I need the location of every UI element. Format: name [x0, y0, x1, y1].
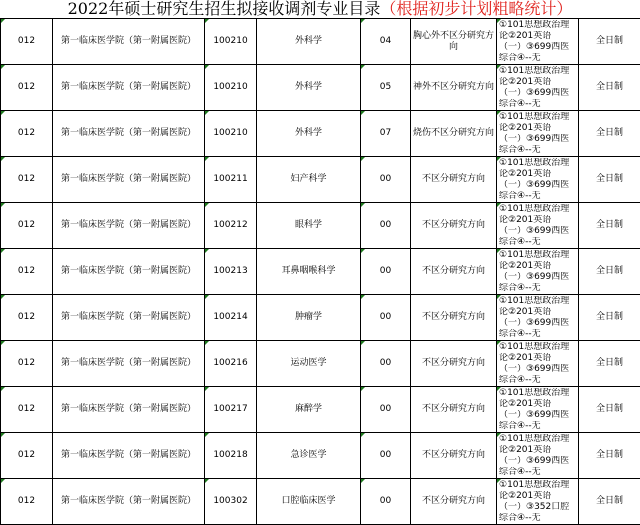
table-body [1, 19, 640, 525]
school-code-cell: 012 [1, 111, 53, 157]
cell-marker-icon [1, 19, 5, 23]
cell-marker-icon [1, 341, 5, 345]
exam-subject-line: 综合④--无 [499, 420, 541, 431]
study-mode-cell: 全日制 [579, 433, 640, 479]
exam-subjects-cell [497, 433, 579, 479]
exam-subject-line: ①101思想政治理 [499, 203, 570, 214]
cell-marker-icon [1, 479, 5, 483]
table-row [1, 19, 640, 65]
school-code-cell: 012 [1, 433, 53, 479]
exam-subject-line: 论②201英语 [499, 260, 552, 271]
major-code-cell: 100210 [205, 111, 257, 157]
cell-marker-icon [1, 65, 5, 69]
cell-marker-icon [1, 433, 5, 437]
exam-subjects-cell [497, 65, 579, 111]
study-mode-cell: 全日制 [579, 249, 640, 295]
cell-marker-icon [205, 387, 209, 391]
major-code-cell: 100210 [205, 19, 257, 65]
study-mode-cell: 全日制 [579, 157, 640, 203]
school-code-cell: 012 [1, 249, 53, 295]
exam-subject-line: ①101思想政治理 [499, 433, 570, 444]
exam-subject-line: ①101思想政治理 [499, 111, 570, 122]
cell-marker-icon [361, 387, 365, 391]
direction-code-cell: 00 [361, 203, 411, 249]
exam-subject-line: 综合④--无 [499, 236, 541, 247]
study-mode-cell: 全日制 [579, 111, 640, 157]
exam-subject-line: （一）③699西医 [499, 455, 570, 466]
exam-subject-line: 综合④--无 [499, 52, 541, 63]
major-code-cell: 100213 [205, 249, 257, 295]
cell-marker-icon [497, 479, 501, 483]
exam-subject-line: ①101思想政治理 [499, 341, 570, 352]
exam-subjects-cell [497, 19, 579, 65]
direction-code-cell: 04 [361, 19, 411, 65]
exam-subject-line: ①101思想政治理 [499, 19, 570, 30]
major-code-cell: 100216 [205, 341, 257, 387]
exam-subjects-cell [497, 387, 579, 433]
exam-subject-line: 论②201英语 [499, 30, 552, 41]
school-name-cell: 第一临床医学院（第一附属医院） [53, 19, 205, 65]
direction-cell: 神外不区分研究方向 [411, 65, 497, 111]
title-note: （根据初步计划粗略统计） [380, 0, 573, 18]
exam-subjects-cell [497, 295, 579, 341]
cell-marker-icon [497, 157, 501, 161]
exam-subject-line: （一）③699西医 [499, 41, 570, 52]
cell-marker-icon [497, 387, 501, 391]
major-name-cell: 眼科学 [257, 203, 361, 249]
cell-marker-icon [497, 433, 501, 437]
exam-subject-line: （一）③699西医 [499, 317, 570, 328]
exam-subject-line: 综合④--无 [499, 466, 541, 477]
exam-subjects-cell [497, 479, 579, 525]
major-code-cell: 100218 [205, 433, 257, 479]
exam-subject-line: 综合④--无 [499, 328, 541, 339]
exam-subject-line: （一）③352口腔 [499, 501, 570, 512]
school-code-cell: 012 [1, 387, 53, 433]
cell-marker-icon [205, 341, 209, 345]
study-mode-cell: 全日制 [579, 387, 640, 433]
exam-subject-line: ①101思想政治理 [499, 249, 570, 260]
cell-marker-icon [361, 111, 365, 115]
major-name-cell: 妇产科学 [257, 157, 361, 203]
major-name-cell: 急诊医学 [257, 433, 361, 479]
cell-marker-icon [1, 249, 5, 253]
table-row [1, 341, 640, 387]
cell-marker-icon [205, 157, 209, 161]
direction-cell: 烧伤不区分研究方向 [411, 111, 497, 157]
exam-subject-line: 综合④--无 [499, 98, 541, 109]
exam-subject-line: 论②201英语 [499, 398, 552, 409]
exam-subject-line: ①101思想政治理 [499, 387, 570, 398]
cell-marker-icon [497, 249, 501, 253]
table-row [1, 433, 640, 479]
direction-cell: 不区分研究方向 [411, 479, 497, 525]
cell-marker-icon [1, 295, 5, 299]
exam-subjects-cell [497, 111, 579, 157]
cell-marker-icon [497, 19, 501, 23]
exam-subject-line: ①101思想政治理 [499, 65, 570, 76]
cell-marker-icon [1, 157, 5, 161]
major-name-cell: 外科学 [257, 19, 361, 65]
study-mode-cell: 全日制 [579, 341, 640, 387]
school-name-cell: 第一临床医学院（第一附属医院） [53, 157, 205, 203]
exam-subjects-cell [497, 249, 579, 295]
cell-marker-icon [205, 479, 209, 483]
direction-cell: 不区分研究方向 [411, 433, 497, 479]
exam-subject-line: 论②201英语 [499, 490, 552, 501]
major-code-cell: 100217 [205, 387, 257, 433]
exam-subjects-cell [497, 203, 579, 249]
direction-code-cell: 00 [361, 433, 411, 479]
exam-subject-line: （一）③699西医 [499, 409, 570, 420]
exam-subject-line: 论②201英语 [499, 214, 552, 225]
major-code-cell: 100214 [205, 295, 257, 341]
page-title [0, 0, 640, 18]
table-row [1, 295, 640, 341]
major-name-cell: 外科学 [257, 111, 361, 157]
exam-subject-line: （一）③699西医 [499, 133, 570, 144]
major-code-cell: 100302 [205, 479, 257, 525]
table-row [1, 65, 640, 111]
major-code-cell: 100212 [205, 203, 257, 249]
exam-subject-line: 综合④--无 [499, 374, 541, 385]
table-row [1, 249, 640, 295]
major-name-cell: 口腔临床医学 [257, 479, 361, 525]
exam-subject-line: ①101思想政治理 [499, 479, 570, 490]
school-code-cell: 012 [1, 479, 53, 525]
school-name-cell: 第一临床医学院（第一附属医院） [53, 387, 205, 433]
cell-marker-icon [497, 295, 501, 299]
major-code-cell: 100211 [205, 157, 257, 203]
direction-code-cell: 00 [361, 341, 411, 387]
cell-marker-icon [205, 249, 209, 253]
direction-cell: 不区分研究方向 [411, 387, 497, 433]
direction-cell: 不区分研究方向 [411, 249, 497, 295]
cell-marker-icon [361, 479, 365, 483]
cell-marker-icon [1, 111, 5, 115]
study-mode-cell: 全日制 [579, 479, 640, 525]
cell-marker-icon [361, 249, 365, 253]
study-mode-cell: 全日制 [579, 65, 640, 111]
major-name-cell: 肿瘤学 [257, 295, 361, 341]
cell-marker-icon [205, 433, 209, 437]
school-code-cell: 012 [1, 65, 53, 111]
study-mode-cell: 全日制 [579, 203, 640, 249]
school-name-cell: 第一临床医学院（第一附属医院） [53, 249, 205, 295]
school-name-cell: 第一临床医学院（第一附属医院） [53, 479, 205, 525]
exam-subject-line: 论②201英语 [499, 122, 552, 133]
exam-subject-line: （一）③699西医 [499, 87, 570, 98]
exam-subject-line: 综合④--无 [499, 512, 541, 523]
program-table [0, 18, 640, 525]
cell-marker-icon [205, 295, 209, 299]
cell-marker-icon [497, 203, 501, 207]
table-row [1, 387, 640, 433]
exam-subject-line: 论②201英语 [499, 306, 552, 317]
major-name-cell: 麻醉学 [257, 387, 361, 433]
title-text: 2022年硕士研究生招生拟接收调剂专业目录 [67, 0, 381, 18]
cell-marker-icon [361, 65, 365, 69]
cell-marker-icon [205, 65, 209, 69]
exam-subjects-cell [497, 157, 579, 203]
school-name-cell: 第一临床医学院（第一附属医院） [53, 341, 205, 387]
table-row [1, 479, 640, 525]
cell-marker-icon [361, 433, 365, 437]
exam-subject-line: 论②201英语 [499, 168, 552, 179]
direction-cell: 不区分研究方向 [411, 295, 497, 341]
major-name-cell: 运动医学 [257, 341, 361, 387]
direction-code-cell: 00 [361, 479, 411, 525]
cell-marker-icon [497, 65, 501, 69]
direction-code-cell: 00 [361, 387, 411, 433]
cell-marker-icon [497, 111, 501, 115]
direction-cell: 不区分研究方向 [411, 203, 497, 249]
direction-code-cell: 00 [361, 249, 411, 295]
exam-subject-line: （一）③699西医 [499, 363, 570, 374]
school-name-cell: 第一临床医学院（第一附属医院） [53, 203, 205, 249]
direction-code-cell: 05 [361, 65, 411, 111]
major-code-cell: 100210 [205, 65, 257, 111]
direction-cell: 不区分研究方向 [411, 341, 497, 387]
cell-marker-icon [205, 19, 209, 23]
cell-marker-icon [1, 203, 5, 207]
school-code-cell: 012 [1, 19, 53, 65]
exam-subject-line: 综合④--无 [499, 282, 541, 293]
exam-subject-line: ①101思想政治理 [499, 157, 570, 168]
cell-marker-icon [1, 387, 5, 391]
major-name-cell: 耳鼻咽喉科学 [257, 249, 361, 295]
direction-cell: 不区分研究方向 [411, 157, 497, 203]
study-mode-cell: 全日制 [579, 19, 640, 65]
table-row [1, 203, 640, 249]
exam-subject-line: ①101思想政治理 [499, 295, 570, 306]
school-code-cell: 012 [1, 341, 53, 387]
exam-subject-line: 论②201英语 [499, 76, 552, 87]
school-name-cell: 第一临床医学院（第一附属医院） [53, 111, 205, 157]
exam-subject-line: 论②201英语 [499, 352, 552, 363]
school-name-cell: 第一临床医学院（第一附属医院） [53, 295, 205, 341]
cell-marker-icon [497, 341, 501, 345]
cell-marker-icon [361, 19, 365, 23]
exam-subject-line: （一）③699西医 [499, 179, 570, 190]
exam-subject-line: （一）③699西医 [499, 271, 570, 282]
exam-subjects-cell [497, 341, 579, 387]
cell-marker-icon [361, 295, 365, 299]
exam-subject-line: （一）③699西医 [499, 225, 570, 236]
cell-marker-icon [361, 341, 365, 345]
major-name-cell: 外科学 [257, 65, 361, 111]
direction-code-cell: 00 [361, 295, 411, 341]
school-code-cell: 012 [1, 295, 53, 341]
cell-marker-icon [205, 203, 209, 207]
direction-code-cell: 00 [361, 157, 411, 203]
study-mode-cell: 全日制 [579, 295, 640, 341]
school-code-cell: 012 [1, 157, 53, 203]
cell-marker-icon [361, 157, 365, 161]
school-name-cell: 第一临床医学院（第一附属医院） [53, 433, 205, 479]
school-code-cell: 012 [1, 203, 53, 249]
cell-marker-icon [205, 111, 209, 115]
exam-subject-line: 综合④--无 [499, 144, 541, 155]
table-row [1, 157, 640, 203]
exam-subject-line: 论②201英语 [499, 444, 552, 455]
table-row [1, 111, 640, 157]
exam-subject-line: 综合④--无 [499, 190, 541, 201]
school-name-cell: 第一临床医学院（第一附属医院） [53, 65, 205, 111]
cell-marker-icon [361, 203, 365, 207]
direction-cell: 胸心外不区分研究方向 [411, 19, 497, 65]
direction-code-cell: 07 [361, 111, 411, 157]
